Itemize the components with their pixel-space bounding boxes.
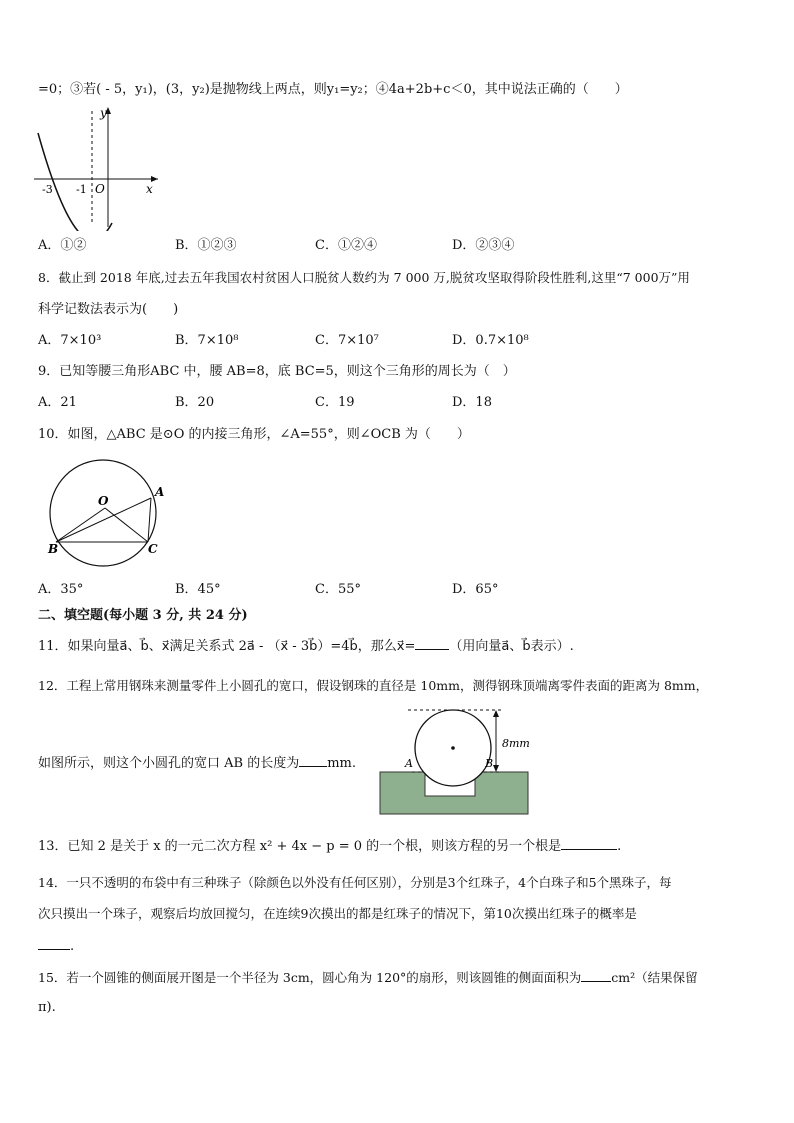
q15-line1 — [38, 967, 698, 988]
q8-line2: 科学记数法表示为( ) — [38, 302, 179, 317]
q7-option-d[interactable]: D．②③④ — [452, 238, 515, 253]
graph-x-label: x — [146, 182, 153, 196]
q13-answer-blank[interactable] — [561, 835, 617, 850]
q12-steel-ball-figure — [372, 700, 532, 818]
q15-part1: 15．若一个圆锥的侧面展开图是一个半径为 3cm，圆心角为 120°的扇形，则该圆锥的侧面面积为 — [38, 970, 582, 985]
q9-text: 9．已知等腰三角形ABC 中，腰 AB=8，底 BC=5，则这个三角形的周长为（ ） — [38, 364, 516, 379]
q15-answer-blank[interactable] — [581, 967, 611, 982]
q15-part2: cm²（结果保留 — [611, 970, 698, 985]
q7-option-c[interactable]: C．①②④ — [315, 238, 377, 253]
graph-y-label: y — [100, 106, 107, 120]
q11-answer-blank[interactable] — [415, 635, 449, 650]
q10-option-c[interactable]: C．55° — [315, 582, 361, 597]
q9-option-b[interactable]: B．20 — [175, 395, 215, 410]
fig-label-o: O — [98, 494, 109, 508]
fig-label-b: B — [48, 542, 59, 556]
fig-label-a: A — [155, 485, 165, 499]
q7-parabola-graph — [30, 103, 170, 231]
q14-line1: 14．一只不透明的布袋中有三种珠子（除颜色以外没有任何区别），分别是3个红珠子，4个白珠子和5个黑珠子，每 — [38, 875, 672, 890]
q8-option-d[interactable]: D．0.7×10⁸ — [452, 333, 529, 348]
q11-text — [38, 635, 574, 657]
q10-option-d[interactable]: D．65° — [452, 582, 499, 597]
q12-line2 — [38, 752, 356, 774]
q12-answer-blank[interactable] — [299, 752, 327, 767]
q14-answer-blank[interactable] — [38, 935, 70, 950]
q7-option-a[interactable]: A．①② — [38, 238, 87, 253]
fig-label-c: C — [148, 542, 158, 556]
q7-option-b[interactable]: B．①②③ — [175, 238, 237, 253]
q10-option-b[interactable]: B．45° — [175, 582, 221, 597]
q9-option-c[interactable]: C．19 — [315, 395, 355, 410]
q11-part1: 11．如果向量a⃗、b⃗、x⃗满足关系式 2a⃗ - （x⃗ - 3b⃗）=4b⃗，那么x⃗= — [38, 639, 416, 654]
q11-part2: （用向量a⃗、b⃗表示）. — [449, 639, 574, 654]
q12-line1: 12．工程上常用钢珠来测量零件上小圆孔的宽口，假设钢珠的直径是 10mm，测得钢珠顶端离零件表面的距离为 8mm， — [38, 678, 709, 693]
graph-tick-neg1: -1 — [76, 183, 87, 196]
q13-part2: . — [617, 839, 622, 854]
q8-line1: 8．截止到 2018 年底,过去五年我国农村贫困人口脱贫人数约为 7 000 万,脱贫攻坚取得阶段性胜利,这里“7 000万”用 — [38, 270, 690, 285]
q12-part-before: 如图所示，则这个小圆孔的宽口 AB 的长度为 — [38, 756, 300, 771]
fig12-label-b: B — [485, 757, 494, 770]
q13-text — [38, 835, 621, 857]
q8-option-b[interactable]: B．7×10⁸ — [175, 333, 239, 348]
q12-part-after: mm. — [327, 756, 357, 771]
q9-option-d[interactable]: D．18 — [452, 395, 492, 410]
graph-origin-label: O — [95, 182, 105, 196]
q9-option-a[interactable]: A．21 — [38, 395, 77, 410]
q10-text: 10．如图，△ABC 是⊙O 的内接三角形，∠A=55°，则∠OCB 为（ ） — [38, 427, 470, 442]
q14-line2: 次只摸出一个珠子，观察后均放回搅匀，在连续9次摸出的都是红珠子的情况下，第10次摸出红珠子的概率是 — [38, 906, 637, 921]
q8-option-c[interactable]: C．7×10⁷ — [315, 333, 379, 348]
fig12-dim-label: 8mm — [502, 737, 530, 750]
fig12-label-a: A — [405, 757, 413, 770]
q14-line3 — [38, 935, 74, 957]
q7-continuation: =0；③若( - 5，y₁)，(3，y₂)是抛物线上两点，则y₁=y₂；④4a+2b+c＜0，其中说法正确的（ ） — [38, 82, 628, 97]
q10-option-a[interactable]: A．35° — [38, 582, 84, 597]
q14-line3-end: . — [70, 939, 75, 954]
q10-circle-figure — [40, 455, 175, 570]
q13-part1: 13．已知 2 是关于 x 的一元二次方程 x² + 4x − p = 0 的一个根，则该方程的另一个根是 — [38, 839, 562, 854]
section-2-heading: 二、填空题(每小题 3 分, 共 24 分) — [38, 608, 248, 623]
q15-line2: π). — [38, 1000, 56, 1015]
q8-option-a[interactable]: A．7×10³ — [38, 333, 102, 348]
graph-tick-neg3: -3 — [42, 183, 53, 196]
